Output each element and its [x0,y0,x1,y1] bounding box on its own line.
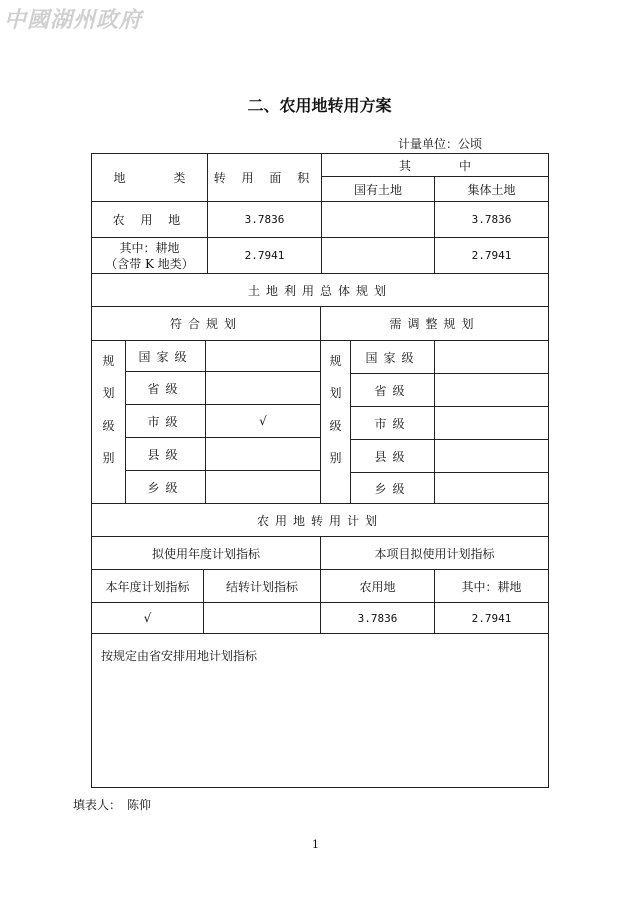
row-cultivated-label-line2: （含带 K 地类） [105,256,194,271]
convert-project-index: 本项目拟使用计划指标 [374,546,495,561]
plan-level-label-right [321,344,350,474]
convert-annual-index: 拟使用年度计划指标 [151,546,260,561]
level-char: 级 [329,418,342,433]
convert-plan-title: 农用地转用计划 [256,513,383,528]
conform-mark-county [206,438,320,470]
level-char: 级 [102,418,115,433]
header-convert-area: 转 用 面 积 [213,171,316,185]
row-agri-collective: 3.7836 [471,213,512,226]
row-cultivated-label [92,238,207,273]
convert-carry-over-mark [204,603,320,633]
adjust-level-province: 省级 [374,383,411,398]
header-land-type: 地 类 [113,171,186,185]
level-char: 划 [102,386,115,401]
adjust-mark-county [435,440,548,472]
convert-carry-over: 结转计划指标 [225,579,298,594]
header-collective-land: 集体土地 [467,182,516,197]
level-char: 别 [329,451,342,466]
adjust-level-township: 乡级 [374,481,411,496]
row-cultivated-area: 2.7941 [244,249,285,262]
row-agri-label: 农 用 地 [112,213,187,227]
row-cultivated-collective: 2.7941 [471,249,512,262]
plan-conform-header: 符合规划 [169,317,242,331]
header-of-which: 其 中 [398,158,471,173]
adjust-mark-national [435,341,548,373]
row-agri-state [322,202,434,237]
plan-level-label-left [92,344,125,474]
level-char: 规 [329,353,342,368]
conform-mark-city: √ [259,414,267,428]
conform-level-national: 国家级 [138,349,193,364]
header-state-land: 国有土地 [353,182,402,197]
level-char: 别 [102,451,115,466]
watermark-logo: 中國湖州政府 [4,7,143,33]
page-title: 二、农用地转用方案 [247,96,392,115]
row-cultivated-label-line1: 其中：耕地 [119,240,180,255]
level-char: 划 [329,386,342,401]
plan-title: 土地利用总体规划 [247,283,392,298]
level-char: 规 [102,353,115,368]
adjust-mark-province [435,374,548,406]
convert-this-year: 本年度计划指标 [105,579,190,594]
row-agri-area: 3.7836 [244,213,285,226]
convert-cultivated: 其中：耕地 [461,579,522,594]
conform-level-province: 省级 [147,381,184,396]
unit-label: 计量单位：公顷 [398,137,483,151]
convert-agri-value: 3.7836 [357,611,398,625]
plan-note: 按规定由省安排用地计划指标 [101,649,258,663]
convert-agri: 农用地 [359,579,396,594]
form-filler: 填表人： 陈仰 [73,798,152,812]
plan-adjust-header: 需调整规划 [389,317,480,331]
convert-cultivated-value: 2.7941 [471,611,512,625]
adjust-mark-township [435,473,548,503]
row-cultivated-state [322,238,434,273]
conform-level-city: 市级 [147,414,184,429]
adjust-mark-city [435,407,548,439]
conform-mark-national [206,341,320,371]
convert-this-year-mark: √ [143,611,152,625]
page-number: 1 [312,838,319,851]
conform-level-county: 县级 [147,447,184,462]
conform-mark-township [206,471,320,503]
adjust-level-city: 市级 [374,416,411,431]
conform-level-township: 乡级 [147,480,184,495]
adjust-level-county: 县级 [374,449,411,464]
conform-mark-province [206,372,320,404]
adjust-level-national: 国家级 [365,350,420,365]
